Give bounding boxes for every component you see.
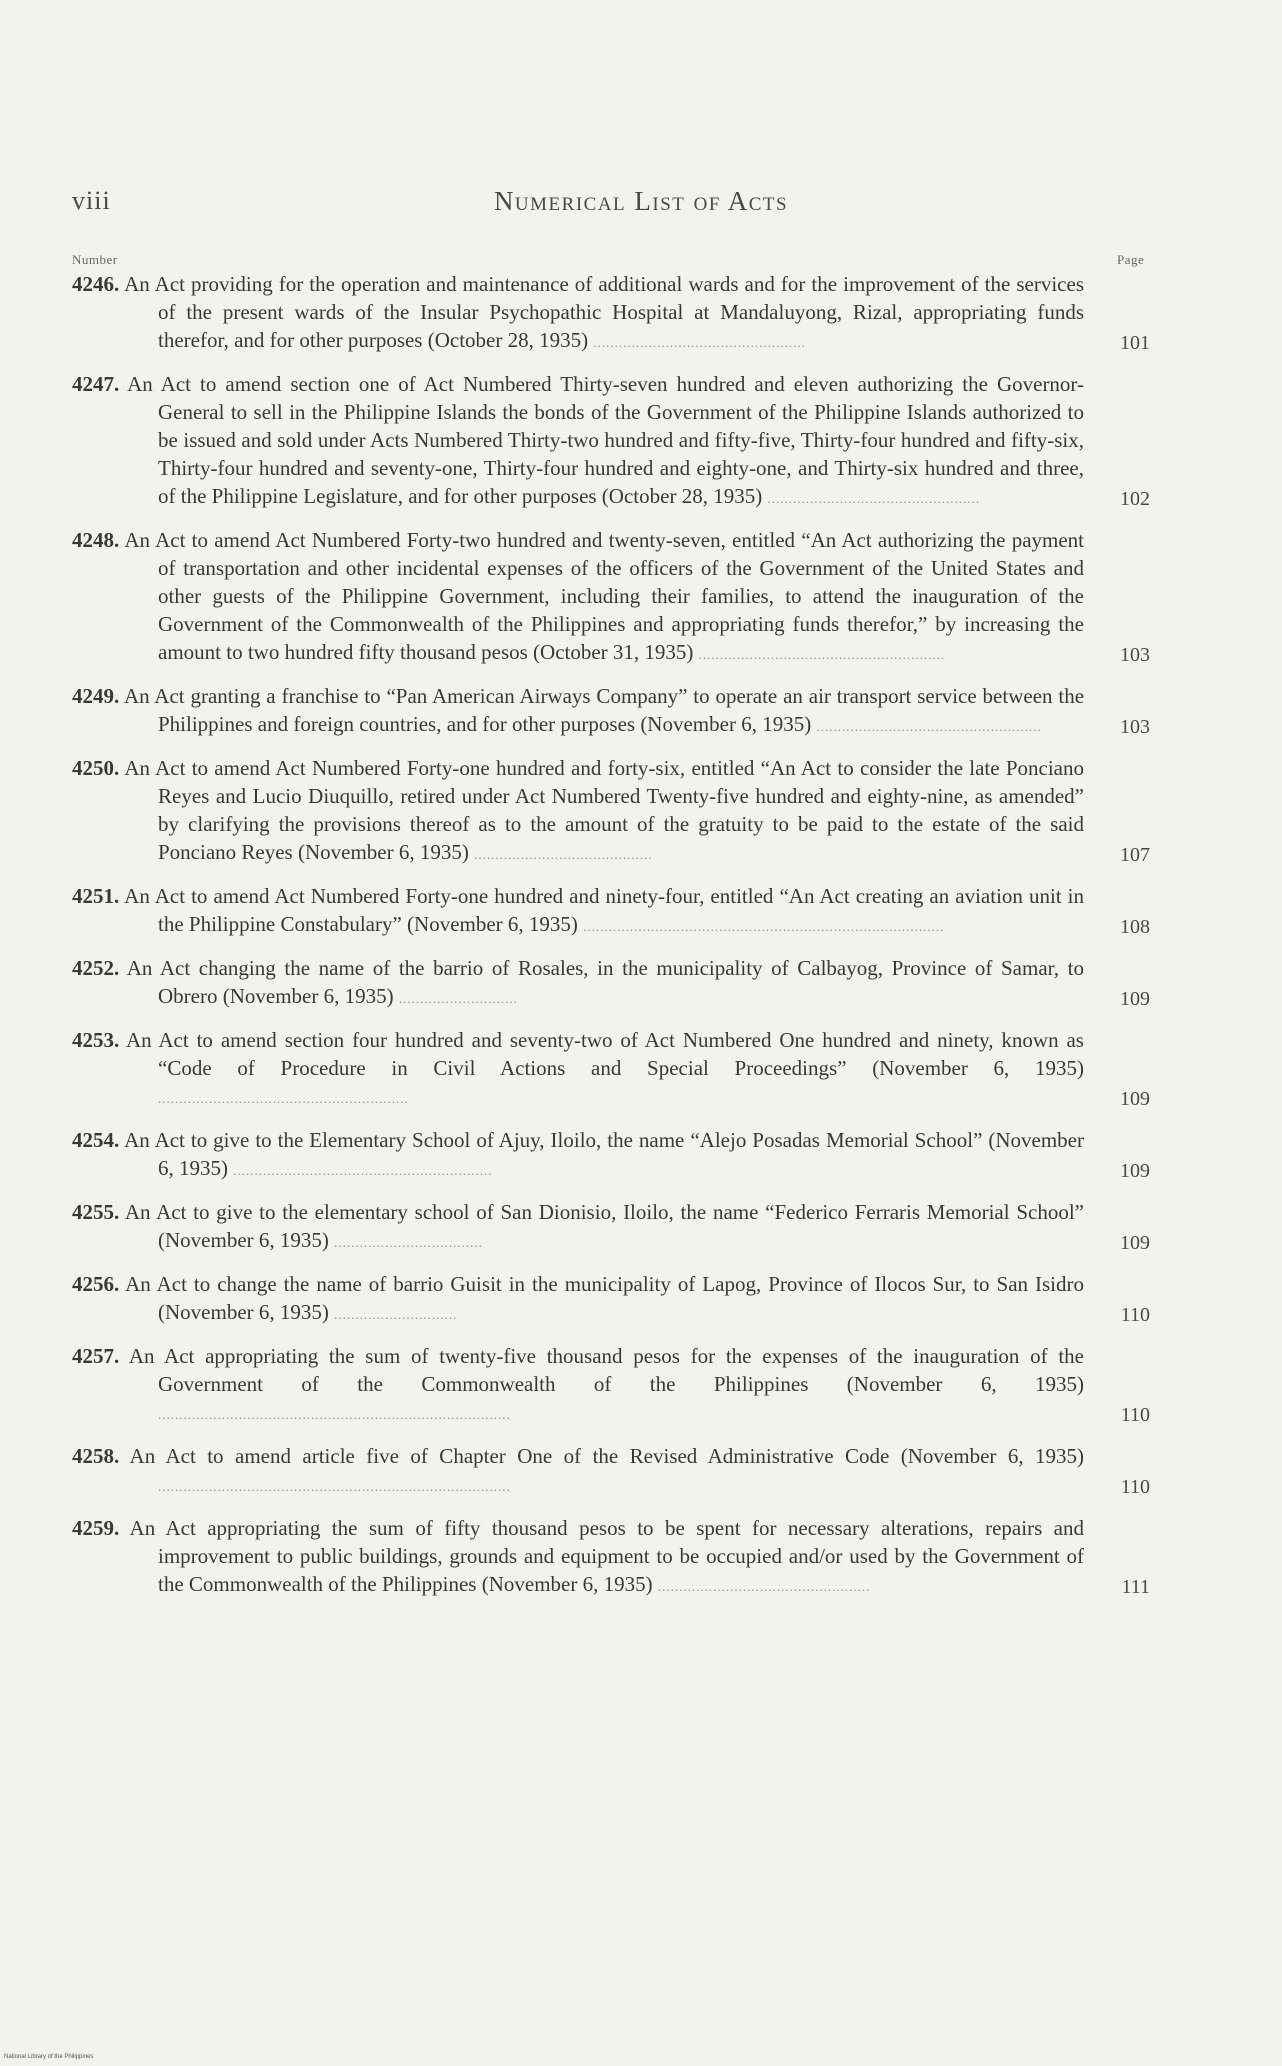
act-number: 4251.	[72, 884, 120, 908]
leader-dots: ..................................................	[593, 335, 806, 350]
list-item	[72, 1198, 1162, 1257]
act-description: An Act to amend Act Numbered Forty-two hundred and twenty-seven, entitled “An Act authorizing the payment of transportation and other incidental expenses of the officers of the Government of the United States and other guests of the Philippine Government, including their families, to attend the inauguration of the Government of the Commonwealth of the Philippines and appropriating funds therefor,” by increasing the amount to two hundred fifty thousand pesos (October 31, 1935)	[124, 528, 1085, 664]
act-number: 4257.	[72, 1344, 120, 1368]
leader-dots: .....................................................	[816, 719, 1042, 734]
act-number: 4252.	[72, 956, 120, 980]
act-page-number: 109	[1120, 988, 1150, 1010]
act-page-number: 109	[1120, 1088, 1150, 1110]
leader-dots: ..................................................	[767, 491, 980, 506]
act-number: 4248.	[72, 528, 120, 552]
act-number: 4250.	[72, 756, 120, 780]
leader-dots: ...................................................................................	[158, 1407, 511, 1422]
column-header-page: Page	[1117, 252, 1145, 267]
act-description: An Act to amend Act Numbered Forty-one hundred and forty-six, entitled “An Act to consider the late Ponciano Reyes and Lucio Diuquillo, retired under Act Numbered Twenty-five hundred and eighty-nine, as amended” by clarifying the provisions thereof as to the amount of the gratuity to be paid to the estate of the said Ponciano Reyes (November 6, 1935)	[124, 756, 1085, 864]
act-number: 4253.	[72, 1028, 120, 1052]
leader-dots: ............................	[398, 991, 518, 1006]
act-page-number: 109	[1120, 1232, 1150, 1254]
list-item	[72, 270, 1162, 357]
act-description: An Act to amend section four hundred and seventy-two of Act Numbered One hundred and ninety, known as “Code of Procedure in Civil Actions and Special Proceedings” (November 6, 1935)	[125, 1028, 1084, 1080]
list-item	[72, 1026, 1162, 1113]
act-page-number: 111	[1121, 1576, 1150, 1598]
list-item	[72, 370, 1162, 513]
leader-dots: .............................................................	[233, 1163, 493, 1178]
act-description: An Act appropriating the sum of fifty thousand pesos to be spent for necessary alterations, repairs and improvement to public buildings, grounds and equipment to be occupied and/or used by the Government of the Commonwealth of the Philippines (November 6, 1935)	[129, 1516, 1084, 1596]
act-page-number: 107	[1120, 844, 1150, 866]
leader-dots: ...........................................................	[158, 1091, 409, 1106]
act-number: 4249.	[72, 684, 120, 708]
act-number: 4255.	[72, 1200, 120, 1224]
act-page-number: 110	[1120, 1304, 1150, 1326]
act-number: 4254.	[72, 1128, 120, 1152]
leader-dots: .............................	[334, 1307, 458, 1322]
acts-list	[72, 270, 1162, 1614]
act-number: 4258.	[72, 1444, 120, 1468]
act-description: An Act providing for the operation and maintenance of additional wards and for the improvement of the services of the present wards of the Insular Psychopathic Hospital at Mandaluyong, Rizal, appropriating funds therefor, and for other purposes (October 28, 1935)	[124, 272, 1084, 352]
act-page-number: 103	[1120, 716, 1150, 738]
list-item	[72, 754, 1162, 869]
list-item	[72, 1442, 1162, 1501]
leader-dots: ..........................................	[474, 847, 653, 862]
act-description: An Act changing the name of the barrio of Rosales, in the municipality of Calbayog, Province of Samar, to Obrero (November 6, 1935)	[126, 956, 1084, 1008]
page-title: Numerical List of Acts	[493, 186, 789, 216]
list-item	[72, 1342, 1162, 1429]
act-description: An Act to amend section one of Act Numbered Thirty-seven hundred and eleven authorizing the Governor-General to sell in the Philippine Islands the bonds of the Government of the Philippine Islands authorized to be issued and sold under Acts Numbered Thirty-two hundred and fifty-five, Thirty-four hundred and fifty-six, Thirty-four hundred and seventy-one, Thirty-four hundred and eighty-one, and Thirty-six hundred and three, of the Philippine Legislature, and for other purposes (October 28, 1935)	[127, 372, 1084, 508]
act-description: An Act to amend article five of Chapter One of the Revised Administrative Code (November 6, 1935)	[129, 1444, 1084, 1468]
act-page-number: 110	[1120, 1404, 1150, 1426]
list-item	[72, 882, 1162, 941]
act-page-number: 110	[1120, 1476, 1150, 1498]
act-description: An Act to amend Act Numbered Forty-one hundred and ninety-four, entitled “An Act creating an aviation unit in the Philippine Constabulary” (November 6, 1935)	[124, 884, 1085, 936]
list-item	[72, 526, 1162, 669]
act-page-number: 103	[1120, 644, 1150, 666]
act-number: 4256.	[72, 1272, 120, 1296]
act-description: An Act to give to the Elementary School of Ajuy, Iloilo, the name “Alejo Posadas Memorial School” (November 6, 1935)	[124, 1128, 1085, 1180]
act-page-number: 102	[1120, 488, 1150, 510]
list-item	[72, 1514, 1162, 1601]
act-number: 4259.	[72, 1516, 120, 1540]
act-description: An Act to change the name of barrio Guisit in the municipality of Lapog, Province of Ilocos Sur, to San Isidro (November 6, 1935)	[125, 1272, 1085, 1324]
act-description: An Act to give to the elementary school of San Dionisio, Iloilo, the name “Federico Ferraris Memorial School” (November 6, 1935)	[124, 1200, 1084, 1252]
act-description: An Act granting a franchise to “Pan American Airways Company” to operate an air transport service between the Philippines and foreign countries, and for other purposes (November 6, 1935)	[123, 684, 1085, 736]
column-header-number: Number	[72, 252, 118, 267]
act-number: 4246.	[72, 272, 120, 296]
list-item	[72, 682, 1162, 741]
leader-dots: ...................................	[334, 1235, 483, 1250]
act-description: An Act appropriating the sum of twenty-five thousand pesos for the expenses of the inauguration of the Government of the Commonwealth of the Philippines (November 6, 1935)	[128, 1344, 1084, 1396]
act-page-number: 109	[1120, 1160, 1150, 1182]
act-page-number: 101	[1120, 332, 1150, 354]
page-number: viii	[72, 186, 111, 215]
list-item	[72, 1270, 1162, 1329]
act-number: 4247.	[72, 372, 120, 396]
leader-dots: ...................................................................................	[158, 1479, 511, 1494]
leader-dots: .....................................................................................	[583, 919, 945, 934]
library-stamp: National Library of the Philippines	[4, 2054, 94, 2060]
list-item	[72, 1126, 1162, 1185]
leader-dots: ..........................................................	[698, 647, 946, 662]
list-item	[72, 954, 1162, 1013]
act-page-number: 108	[1120, 916, 1150, 938]
leader-dots: ..................................................	[657, 1579, 871, 1594]
